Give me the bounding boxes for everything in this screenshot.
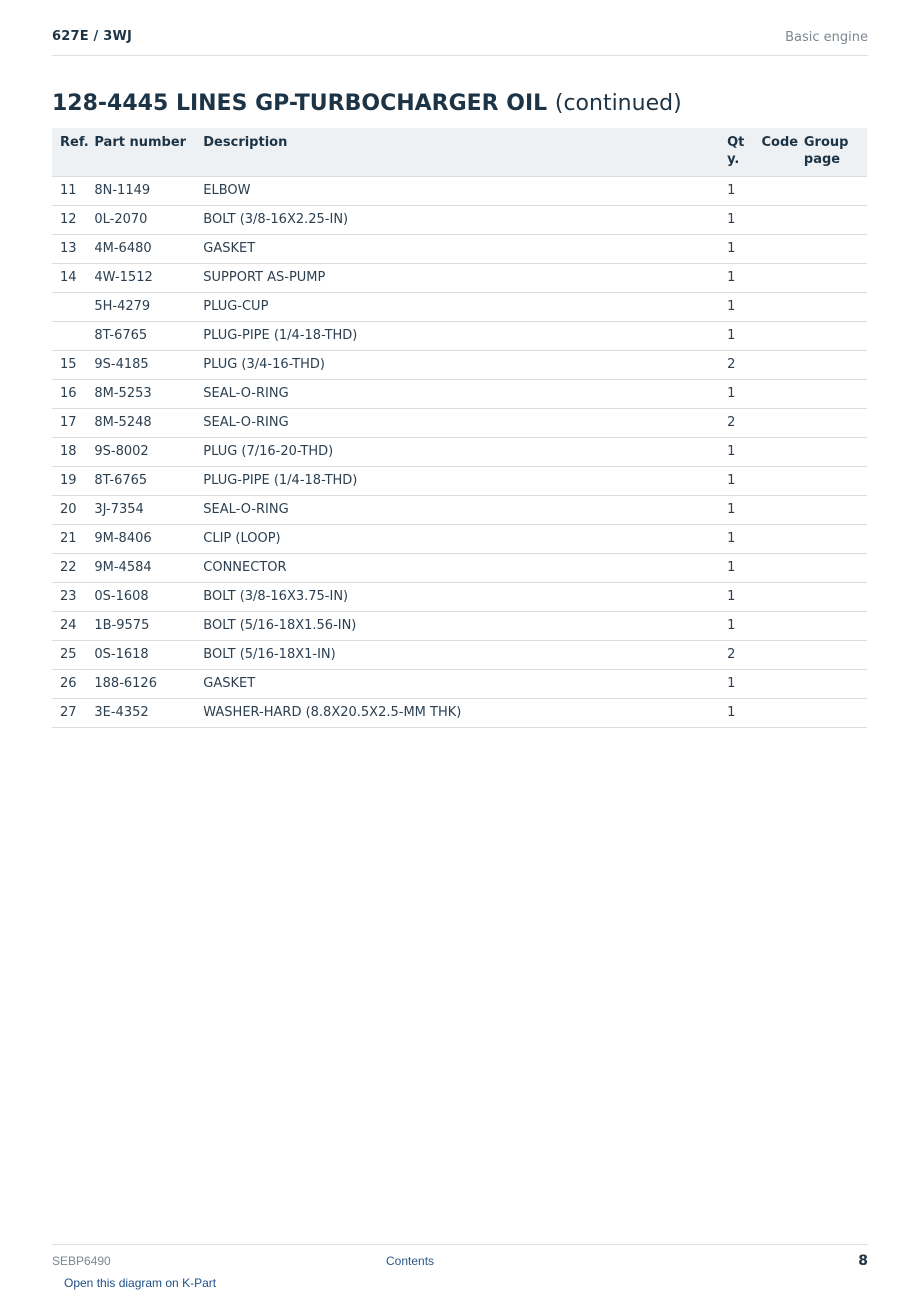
cell-group-page: [796, 351, 867, 380]
cell-description: SUPPORT AS-PUMP: [195, 264, 719, 293]
column-header-code: Code: [753, 128, 795, 177]
cell-description: BOLT (3/8-16X3.75-IN): [195, 583, 719, 612]
cell-description: GASKET: [195, 235, 719, 264]
cell-qty: 1: [719, 438, 753, 467]
cell-group-page: [796, 264, 867, 293]
cell-code: [753, 206, 795, 235]
cell-qty: 2: [719, 351, 753, 380]
cell-description: PLUG-PIPE (1/4-18-THD): [195, 322, 719, 351]
cell-code: [753, 438, 795, 467]
cell-code: [753, 293, 795, 322]
cell-qty: 1: [719, 177, 753, 206]
column-header-ref: Ref.: [52, 128, 86, 177]
cell-part-number: 8T-6765: [86, 467, 195, 496]
column-header-part-number: Part number: [86, 128, 195, 177]
cell-code: [753, 264, 795, 293]
parts-table-header: [52, 128, 867, 177]
cell-ref: 16: [52, 380, 86, 409]
table-row: [52, 351, 867, 380]
cell-ref: [52, 293, 86, 322]
table-row: [52, 206, 867, 235]
cell-ref: 18: [52, 438, 86, 467]
cell-ref: 27: [52, 699, 86, 728]
cell-code: [753, 583, 795, 612]
page-header: [52, 28, 868, 56]
cell-ref: 12: [52, 206, 86, 235]
cell-part-number: 0L-2070: [86, 206, 195, 235]
cell-ref: [52, 322, 86, 351]
cell-qty: 1: [719, 467, 753, 496]
footer-page-number: 8: [858, 1253, 868, 1269]
cell-description: SEAL-O-RING: [195, 380, 719, 409]
cell-group-page: [796, 496, 867, 525]
cell-group-page: [796, 583, 867, 612]
page-title: [52, 89, 682, 119]
cell-code: [753, 612, 795, 641]
cell-part-number: 4W-1512: [86, 264, 195, 293]
cell-description: PLUG-PIPE (1/4-18-THD): [195, 467, 719, 496]
parts-table: [52, 128, 867, 728]
cell-part-number: 9S-8002: [86, 438, 195, 467]
cell-qty: 2: [719, 409, 753, 438]
table-row: [52, 264, 867, 293]
cell-description: CONNECTOR: [195, 554, 719, 583]
cell-code: [753, 177, 795, 206]
column-header-qty: [719, 128, 753, 177]
cell-qty: 1: [719, 525, 753, 554]
cell-code: [753, 525, 795, 554]
open-in-kpart-link[interactable]: Open this diagram on K-Part: [64, 1276, 217, 1290]
cell-qty: 1: [719, 235, 753, 264]
cell-qty: 1: [719, 496, 753, 525]
cell-group-page: [796, 670, 867, 699]
cell-group-page: [796, 467, 867, 496]
cell-part-number: 9S-4185: [86, 351, 195, 380]
cell-group-page: [796, 641, 867, 670]
table-row: [52, 554, 867, 583]
cell-code: [753, 235, 795, 264]
cell-code: [753, 496, 795, 525]
table-row: [52, 177, 867, 206]
cell-description: ELBOW: [195, 177, 719, 206]
cell-ref: 19: [52, 467, 86, 496]
table-row: [52, 612, 867, 641]
cell-part-number: 8M-5253: [86, 380, 195, 409]
column-header-qty-label: Qty.: [727, 135, 745, 167]
cell-qty: 1: [719, 670, 753, 699]
cell-code: [753, 670, 795, 699]
table-row: [52, 525, 867, 554]
cell-part-number: 9M-4584: [86, 554, 195, 583]
cell-code: [753, 641, 795, 670]
cell-qty: 1: [719, 380, 753, 409]
table-row: [52, 670, 867, 699]
cell-group-page: [796, 525, 867, 554]
cell-description: GASKET: [195, 670, 719, 699]
cell-ref: 15: [52, 351, 86, 380]
cell-ref: 13: [52, 235, 86, 264]
cell-code: [753, 322, 795, 351]
cell-group-page: [796, 293, 867, 322]
cell-ref: 17: [52, 409, 86, 438]
cell-code: [753, 467, 795, 496]
cell-code: [753, 351, 795, 380]
cell-group-page: [796, 322, 867, 351]
cell-description: PLUG (7/16-20-THD): [195, 438, 719, 467]
cell-ref: 26: [52, 670, 86, 699]
cell-ref: 24: [52, 612, 86, 641]
cell-ref: 14: [52, 264, 86, 293]
cell-group-page: [796, 699, 867, 728]
header-model: 627E / 3WJ: [52, 29, 133, 44]
cell-description: CLIP (LOOP): [195, 525, 719, 554]
table-row: [52, 293, 867, 322]
page-title-main: 128-4445 LINES GP-TURBOCHARGER OIL: [52, 91, 548, 116]
cell-part-number: 8M-5248: [86, 409, 195, 438]
cell-description: PLUG-CUP: [195, 293, 719, 322]
cell-group-page: [796, 235, 867, 264]
table-row: [52, 409, 867, 438]
table-row: [52, 467, 867, 496]
cell-qty: 1: [719, 583, 753, 612]
cell-group-page: [796, 438, 867, 467]
cell-description: WASHER-HARD (8.8X20.5X2.5-MM THK): [195, 699, 719, 728]
cell-ref: 25: [52, 641, 86, 670]
column-header-group-page: Group page: [796, 128, 867, 177]
cell-code: [753, 554, 795, 583]
cell-part-number: 9M-8406: [86, 525, 195, 554]
column-header-description: Description: [195, 128, 719, 177]
cell-qty: 1: [719, 206, 753, 235]
cell-group-page: [796, 206, 867, 235]
cell-group-page: [796, 409, 867, 438]
cell-description: PLUG (3/4-16-THD): [195, 351, 719, 380]
table-row: [52, 322, 867, 351]
cell-part-number: 188-6126: [86, 670, 195, 699]
page-title-suffix: (continued): [554, 91, 682, 116]
table-row: [52, 235, 867, 264]
cell-description: BOLT (5/16-18X1.56-IN): [195, 612, 719, 641]
cell-part-number: 1B-9575: [86, 612, 195, 641]
cell-group-page: [796, 554, 867, 583]
cell-code: [753, 409, 795, 438]
cell-code: [753, 699, 795, 728]
cell-description: BOLT (3/8-16X2.25-IN): [195, 206, 719, 235]
cell-ref: 23: [52, 583, 86, 612]
contents-link[interactable]: Contents: [386, 1254, 435, 1268]
cell-part-number: 8T-6765: [86, 322, 195, 351]
cell-qty: 1: [719, 699, 753, 728]
cell-part-number: 3J-7354: [86, 496, 195, 525]
cell-group-page: [796, 612, 867, 641]
cell-qty: 1: [719, 554, 753, 583]
table-row: [52, 641, 867, 670]
parts-table-body: [52, 177, 867, 728]
cell-description: SEAL-O-RING: [195, 409, 719, 438]
cell-ref: 11: [52, 177, 86, 206]
cell-group-page: [796, 177, 867, 206]
cell-code: [753, 380, 795, 409]
header-section: Basic engine: [785, 30, 868, 45]
cell-part-number: 0S-1608: [86, 583, 195, 612]
cell-qty: 1: [719, 322, 753, 351]
table-row: [52, 380, 867, 409]
footer-doc-number: SEBP6490: [52, 1254, 111, 1268]
cell-ref: 21: [52, 525, 86, 554]
cell-qty: 2: [719, 641, 753, 670]
cell-qty: 1: [719, 264, 753, 293]
cell-qty: 1: [719, 293, 753, 322]
cell-part-number: 8N-1149: [86, 177, 195, 206]
cell-ref: 20: [52, 496, 86, 525]
cell-part-number: 0S-1618: [86, 641, 195, 670]
cell-part-number: 5H-4279: [86, 293, 195, 322]
cell-group-page: [796, 380, 867, 409]
table-row: [52, 496, 867, 525]
cell-ref: 22: [52, 554, 86, 583]
cell-part-number: 4M-6480: [86, 235, 195, 264]
header-row: [52, 128, 867, 177]
cell-qty: 1: [719, 612, 753, 641]
cell-description: SEAL-O-RING: [195, 496, 719, 525]
cell-part-number: 3E-4352: [86, 699, 195, 728]
table-row: [52, 583, 867, 612]
cell-description: BOLT (5/16-18X1-IN): [195, 641, 719, 670]
table-row: [52, 438, 867, 467]
table-row: [52, 699, 867, 728]
